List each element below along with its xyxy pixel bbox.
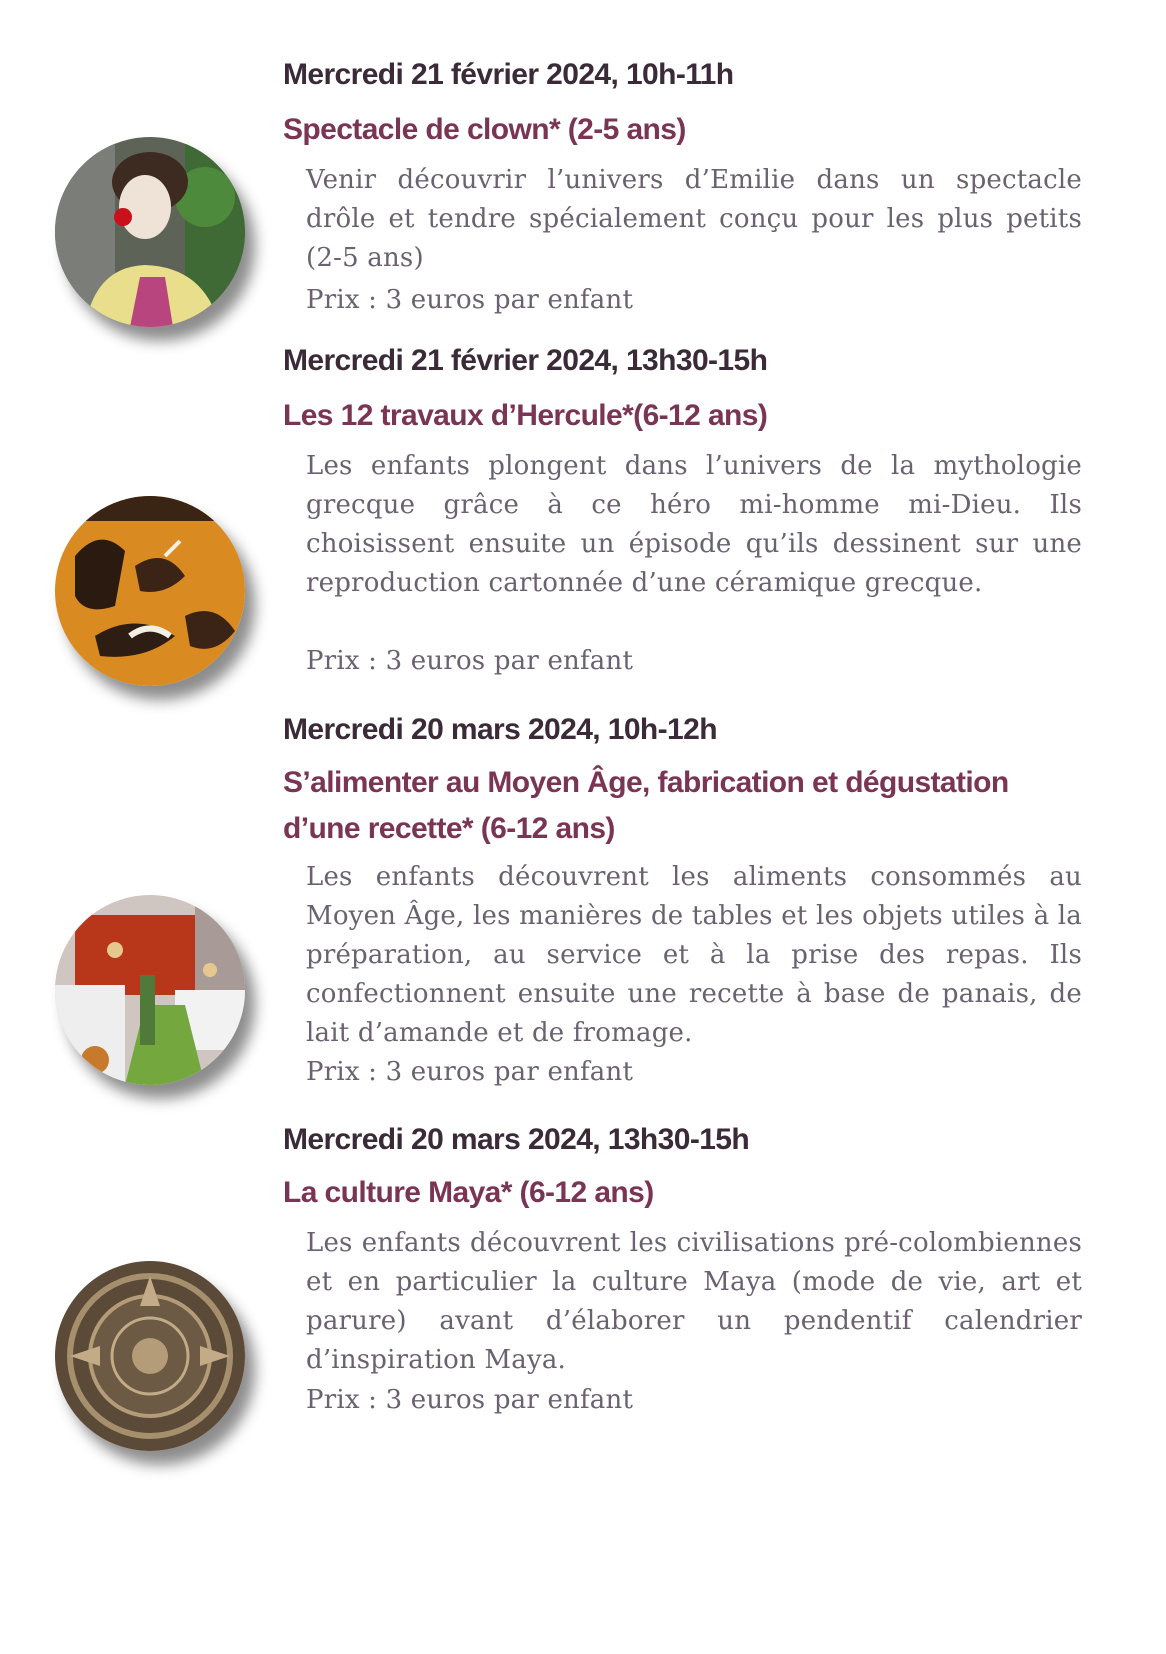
clown-photo [55,137,245,327]
event-date: Mercredi 21 février 2024, 10h-11h [283,58,734,91]
event-price: Prix : 3 euros par enfant [306,1057,634,1087]
event-title: Les 12 travaux d’Hercule*(6-12 ans) [283,399,768,432]
event-title: La culture Maya* (6-12 ans) [283,1176,654,1209]
event-date: Mercredi 20 mars 2024, 13h30-15h [283,1123,750,1156]
event-price: Prix : 3 euros par enfant [306,285,634,315]
greek-ceramic-photo [55,496,245,686]
event-description: Les enfants découvrent les aliments consommés au Moyen Âge, les manières de tables et les objets utiles à la préparation, au service et à la prise des repas. Ils confectionnent ensuite une recette à base de panais, de lait d’amande et de fromage. [306,862,1082,1048]
maya-calendar-photo [55,1261,245,1451]
event-price: Prix : 3 euros par enfant [306,1385,634,1415]
event-description: Les enfants découvrent les civilisations pré-colombiennes et en particulier la culture Maya (mode de vie, art et parure) avant d’élaborer un pendentif calendrier d’inspiration Maya. [306,1228,1082,1375]
event-date: Mercredi 21 février 2024, 13h30-15h [283,344,768,377]
event-description: Venir découvrir l’univers d’Emilie dans un spectacle drôle et tendre spécialement conçu pour les plus petits (2-5 ans) [306,165,1082,273]
event-title: Spectacle de clown* (2-5 ans) [283,113,686,146]
event-description: Les enfants plongent dans l’univers de la mythologie grecque grâce à ce héro mi-homme mi-Dieu. Ils choisissent ensuite un épisode qu’ils dessinent sur une reproduction cartonnée d’une céramique grecque. [306,451,1082,598]
medieval-banquet-photo [55,895,245,1085]
event-price: Prix : 3 euros par enfant [306,646,634,676]
event-title: S’alimenter au Moyen Âge, fabrication et dégustation d’une recette* (6-12 ans) [283,766,1009,845]
event-date: Mercredi 20 mars 2024, 10h-12h [283,713,717,746]
